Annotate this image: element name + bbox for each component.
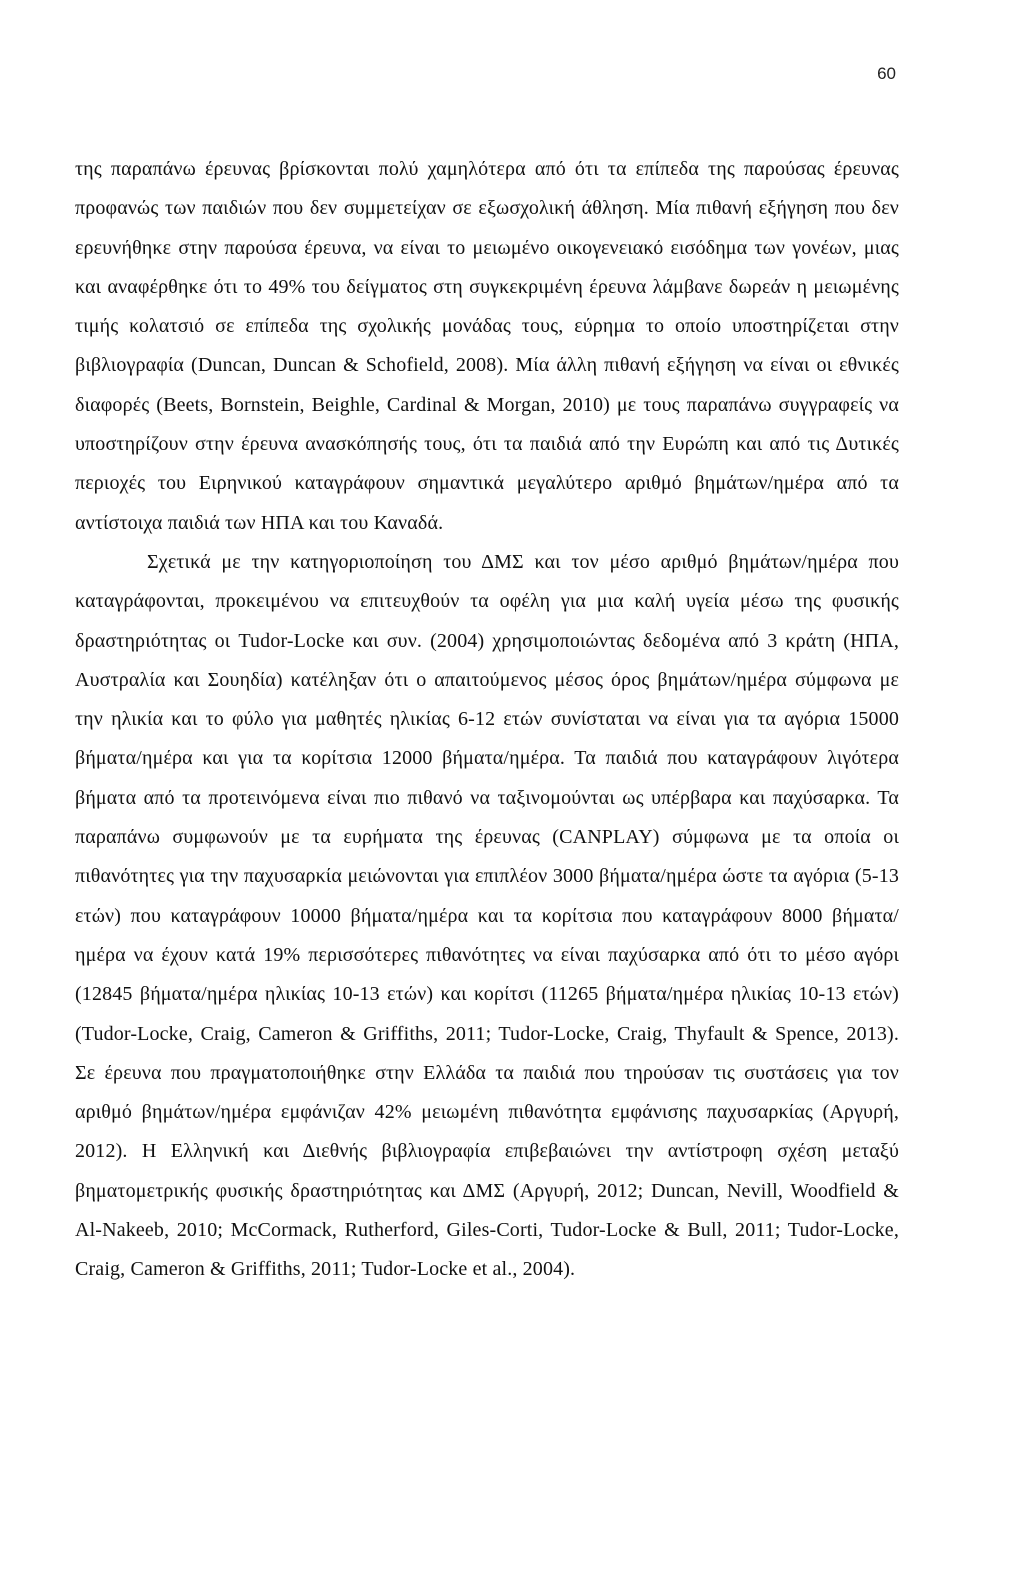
- page-number: 60: [877, 64, 896, 83]
- paragraph-continuation: της παραπάνω έρευνας βρίσκονται πολύ χαμηλότερα από ότι τα επίπεδα της παρούσας έρευνας προφανώς των παιδιών που δεν συμμετείχαν σε εξωσχολική άθληση. Μία πιθανή εξήγηση που δεν ερευνήθηκε στην παρούσα έρευνα, να είναι το μειωμένο οικογενειακό εισόδημα των γονέων, μιας και αναφέρθηκε ότι το 49% του δείγματος στη συγκεκριμένη έρευνα λάμβανε δωρεάν η μειωμένης τιμής κολατσιό σε επίπεδα της σχολικής μονάδας τους, εύρημα το οποίο υποστηρίζεται στην βιβλιογραφία (Duncan, Duncan & Schofield, 2008). Μία άλλη πιθανή εξήγηση να είναι οι εθνικές διαφορές (Beets, Bornstein, Beighle, Cardinal & Morgan, 2010) με τους παραπάνω συγγραφείς να υποστηρίζουν στην έρευνα ανασκόπησής τους, ότι τα παιδιά από την Ευρώπη και από τις Δυτικές περιοχές του Ειρηνικού καταγράφουν σημαντικά μεγαλύτερο αριθμό βημάτων/ημέρα από τα αντίστοιχα παιδιά των ΗΠΑ και του Καναδά.: [75, 158, 899, 534]
- document-body: [75, 150, 899, 1290]
- paragraph-bmi-steps: Σχετικά με την κατηγοριοποίηση του ΔΜΣ και τον μέσο αριθμό βημάτων/ημέρα που καταγράφονται, προκειμένου να επιτευχθούν τα οφέλη για μια καλή υγεία μέσω της φυσικής δραστηριότητας οι Tudor-Locke και συν. (2004) χρησιμοποιώντας δεδομένα από 3 κράτη (ΗΠΑ, Αυστραλία και Σουηδία) κατέληξαν ότι ο απαιτούμενος μέσος όρος βημάτων/ημέρα σύμφωνα με την ηλικία και το φύλο για μαθητές ηλικίας 6-12 ετών συνίσταται να είναι για τα αγόρια 15000 βήματα/ημέρα και για τα κορίτσια 12000 βήματα/ημέρα. Τα παιδιά που καταγράφουν λιγότερα βήματα από τα προτεινόμενα είναι πιο πιθανό να ταξινομούνται ως υπέρβαρα και παχύσαρκα. Τα παραπάνω συμφωνούν με τα ευρήματα της έρευνας (CANPLAY) σύμφωνα με τα οποία οι πιθανότητες για την παχυσαρκία μειώνονται για επιπλέον 3000 βήματα/ημέρα ώστε τα αγόρια (5-13 ετών) που καταγράφουν 10000 βήματα/ημέρα και τα κορίτσια που καταγράφουν 8000 βήματα/ημέρα να έχουν κατά 19% περισσότερες πιθανότητες να είναι παχύσαρκα από ότι το μέσο αγόρι (12845 βήματα/ημέρα ηλικίας 10-13 ετών) και κορίτσι (11265 βήματα/ημέρα ηλικίας 10-13 ετών) (Tudor-Locke, Craig, Cameron & Griffiths, 2011; Tudor-Locke, Craig, Thyfault & Spence, 2013). Σε έρευνα που πραγματοποιήθηκε στην Ελλάδα τα παιδιά που τηρούσαν τις συστάσεις για τον αριθμό βημάτων/ημέρα εμφάνιζαν 42% μειωμένη πιθανότητα εμφάνισης παχυσαρκίας (Αργυρή, 2012). Η Ελληνική και Διεθνής βιβλιογραφία επιβεβαιώνει την αντίστροφη σχέση μεταξύ βηματομετρικής φυσικής δραστηριότητας και ΔΜΣ (Αργυρή, 2012; Duncan, Nevill, Woodfield & Al-Nakeeb, 2010; McCormack, Rutherford, Giles-Corti, Tudor-Locke & Bull, 2011; Tudor-Locke, Craig, Cameron & Griffiths, 2011; Tudor-Locke et al., 2004).: [75, 550, 899, 1281]
